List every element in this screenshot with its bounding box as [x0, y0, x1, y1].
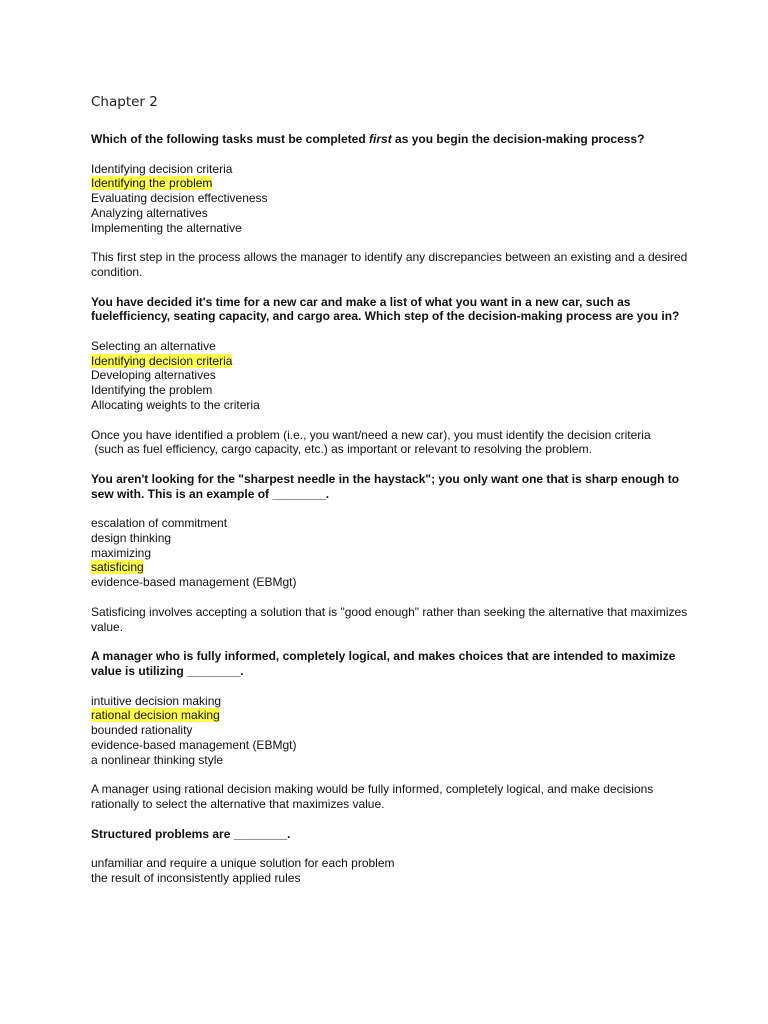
- option-correct: satisficing: [91, 560, 144, 575]
- question-block: [91, 295, 691, 457]
- question-text: Structured problems are ________.: [91, 826, 291, 841]
- chapter-title: Chapter 2: [91, 94, 158, 110]
- question-text: You have decided it's time for a new car and make a list of what you want in a new car, such as fuelefficiency, seating capacity, and cargo area. Which step of the decision-making process are you in?: [91, 294, 680, 324]
- option: Identifying decision criteria: [91, 161, 233, 176]
- explanation-text: This first step in the process allows the manager to identify any discrepancies between an existing and a desired condition.: [91, 250, 688, 279]
- option: bounded rationality: [91, 723, 193, 738]
- emphasis-text: first: [369, 132, 392, 146]
- question-block: [91, 649, 691, 811]
- option: Allocating weights to the criteria: [91, 397, 260, 412]
- option: a nonlinear thinking style: [91, 752, 224, 767]
- option: intuitive decision making: [91, 693, 222, 708]
- option: Implementing the alternative: [91, 220, 242, 235]
- option-list: [91, 856, 691, 885]
- option: Evaluating decision effectiveness: [91, 191, 268, 206]
- option-list: [91, 162, 691, 236]
- option: Developing alternatives: [91, 368, 216, 383]
- option-correct: Identifying the problem: [91, 176, 213, 191]
- question-block: [91, 472, 691, 634]
- question-text: A manager who is fully informed, completely logical, and makes choices that are intended to maximize value is utilizing ________.: [91, 649, 676, 678]
- option: evidence-based management (EBMgt): [91, 575, 297, 590]
- option-list: [91, 516, 691, 590]
- option-correct: rational decision making: [91, 708, 220, 723]
- explanation-text: A manager using rational decision making would be fully informed, completely logical, and make decisions rationally to select the alternative that maximizes value.: [91, 782, 654, 811]
- option: Analyzing alternatives: [91, 205, 208, 220]
- option: the result of inconsistently applied rules: [91, 871, 301, 886]
- explanation-text: Satisficing involves accepting a solution that is "good enough" rather than seeking the alternative that maximizes value.: [91, 604, 688, 634]
- question-text: Which of the following tasks must be completed first as you begin the decision-making process?: [91, 132, 645, 146]
- option: escalation of commitment: [91, 516, 228, 531]
- option: design thinking: [91, 531, 172, 546]
- option: Selecting an alternative: [91, 339, 216, 354]
- option: unfamiliar and require a unique solution for each problem: [91, 856, 395, 871]
- question-block: [91, 132, 691, 280]
- question-block: [91, 827, 691, 886]
- option: evidence-based management (EBMgt): [91, 737, 297, 752]
- option-correct: Identifying decision criteria: [91, 353, 233, 368]
- option-list: [91, 339, 691, 413]
- option: maximizing: [91, 545, 152, 560]
- question-list: [91, 132, 691, 901]
- option: Identifying the problem: [91, 383, 213, 398]
- explanation-text: Once you have identified a problem (i.e., you want/need a new car), you must identify the decision criteria (such as fuel efficiency, cargo capacity, etc.) as important or relevant to resolving the problem.: [91, 427, 651, 457]
- question-text: You aren't looking for the "sharpest needle in the haystack"; you only want one that is sharp enough to sew with. This is an example of ________.: [91, 471, 680, 501]
- option-list: [91, 694, 691, 768]
